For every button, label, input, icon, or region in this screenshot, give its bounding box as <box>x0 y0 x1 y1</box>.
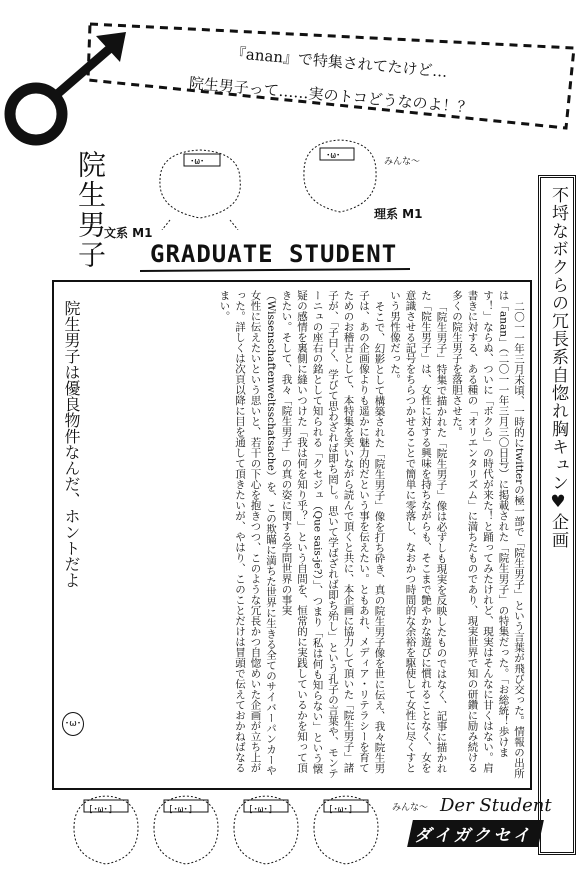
footer-characters-illustration <box>68 788 388 870</box>
banner-line-2: 院生男子って‥‥‥実のトコどうなのよ！？ <box>188 73 474 117</box>
banner-line-1: 『anan』で特集されてたけど… <box>230 43 449 81</box>
minna-caption-bottom: みんな〜 <box>392 803 429 813</box>
footer-face-3: [･ω･] <box>248 805 274 815</box>
page-title: 院生男子 <box>74 150 107 270</box>
svg-text:･ω･: ･ω･ <box>190 157 205 167</box>
graduate-student-logo: GRADUATE STUDENT <box>150 240 398 268</box>
article-paragraph: 「院生男子」特集で描かれた「院生男子」像は必ずしも現実を反映したものではなく、記事に描かれた「院生男子」は、女性に対する興味を持ちながらも、そこまで艶やかな遊びに慣れることなく、女を意識させる記号をちらつかせることで簡単に零落し、なおかつ時間的な余裕を駆使して女性に尽くすという男性像だった。 <box>389 290 448 773</box>
smiley-face-icon: ･ω･ <box>62 712 84 736</box>
footer-face-1: [･ω･] <box>88 805 114 815</box>
minna-caption-top: みんな〜 <box>384 157 421 167</box>
character-bunkei-illustration <box>140 140 270 230</box>
article-paragraph: 二〇一一年三月末頃、一時的にtwitterの極一部で「院生男子」という言葉が飛び交った。情報の出所は「anan」（二〇一一年三月三〇日号）に掲載された「院生男子」の特集だった。「お総統！歩けます！」ならぬ、ついに「ボクら」の時代が来た！と踊ってみたけれど、現実はそんなに甘くはない。肩書きに対する、ある種の「オリエンタリズム」に満ちたものであり、現実世界で知の研鑽に励み続ける多くの院生男子を落胆させた。 <box>451 290 525 778</box>
article-body <box>112 290 526 782</box>
logo-underline <box>140 266 420 276</box>
footer-characters <box>68 788 388 870</box>
der-student-title: Der Student <box>440 795 552 816</box>
side-note-text: 院生男子は優良物件なんだ、ホントだよ <box>62 300 81 588</box>
footer-face-2: [･ω･] <box>168 805 194 815</box>
label-bunkei: 文系 M1 <box>104 226 153 240</box>
label-rikei: 理系 M1 <box>374 207 423 221</box>
side-banner-text: 不埒なボクらの冗長系自惚れ胸キュン♥企画 <box>548 186 568 549</box>
daigakusei-logo: ダイガクセイ <box>407 820 543 847</box>
svg-text:･ω･: ･ω･ <box>326 151 341 161</box>
header-banner-frame <box>86 18 578 130</box>
footer-face-4: [･ω･] <box>328 805 354 815</box>
article-paragraph: そこで、幻影として構築された「院生男子」像を打ち砕き、真の院生男子像を世に伝え、我々院生男子は、あの企画像よりも遥かに魅力的だという事を伝えたい。ともあれ、メディア・リテラシーを育てためのお稽古として、本特集を笑いながら読んで頂くと共に、本企画に協力して頂いた「院生男子」諸子が、「子曰く、学びて思わざれば即ち罔し。思いて学ばざれば即ち殆し」という孔子の言葉や、モンテーニュの座右の銘として知られる「クセジュ（Que sais-je?）」、つまり「私は何も知らない」という懐疑の感情を裏側に縫いつけた「我は何を知り乎？」という自問を、恒常的に実践しているかを知って頂きたい。そして、我々「院生男子」の真の姿に関する学問世界の事実（Wissenschaftenweltsschatsache）を、この欺瞞に満ちた世界に生きる全てのサイバーパンカーや女性に伝えたいという思いと、若干の下心を抱きつつ、このような冗長かつ自惚めいた企画が立ち上がった。詳しくは次頁以降に目を通して頂きたいが、やはり、このことだけは冒頭で伝えておかねばなるまい。 <box>218 290 386 779</box>
